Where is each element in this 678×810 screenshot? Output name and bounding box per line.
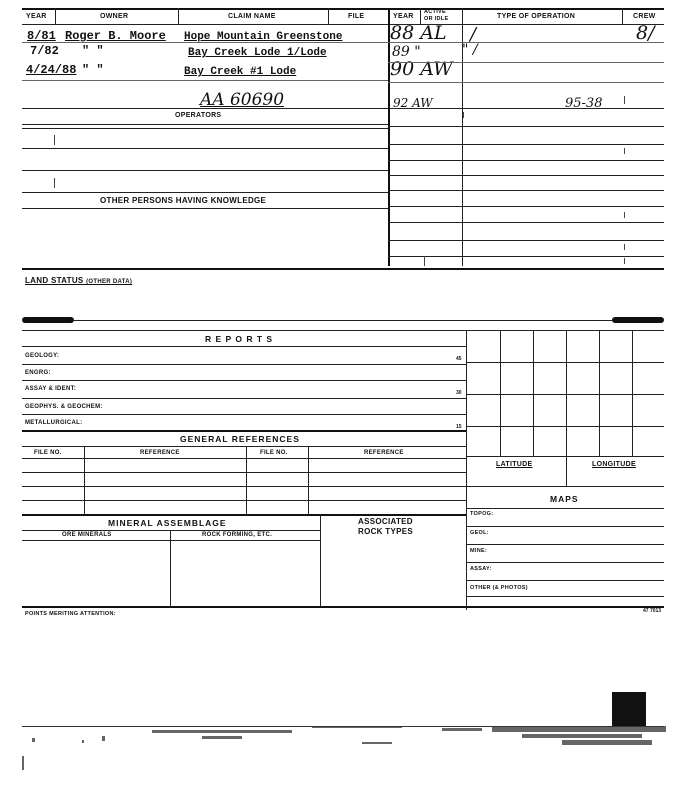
maps-title: MAPS	[550, 494, 579, 504]
handwritten-operation-ditto: " /	[462, 42, 478, 58]
handwritten-year-3: 90 AW	[390, 58, 453, 80]
operators-label: OPERATORS	[175, 112, 222, 119]
grid-line	[500, 330, 501, 456]
references-line	[22, 446, 466, 447]
report-assay: ASSAY & IDENT:	[25, 386, 77, 392]
header-file: FILE	[348, 13, 365, 20]
handwritten-year-2: 89 "	[392, 44, 421, 60]
tick-mark	[624, 244, 625, 250]
report-geophys: GEOPHYS. & GEOCHEM:	[25, 404, 103, 410]
tick-mark	[624, 258, 625, 264]
reports-line	[22, 346, 466, 347]
grid-line	[632, 330, 633, 456]
map-topog: TOPOG:	[470, 511, 494, 517]
operators-row-line	[22, 208, 388, 209]
year-row-line	[388, 222, 664, 223]
reports-row-line	[22, 414, 466, 415]
header-owner: OWNER	[100, 13, 129, 20]
points-meriting-attention: POINTS MERITING ATTENTION:	[25, 611, 116, 617]
year-row-line	[388, 62, 664, 63]
year-row-line	[388, 240, 664, 241]
reports-title: R E P O R T S	[205, 334, 274, 344]
maps-line	[466, 544, 664, 545]
owner-row-1-claim: Hope Mountain Greenstone	[184, 31, 343, 43]
header-type-of-operation: TYPE OF OPERATION	[497, 13, 576, 20]
references-bottom-line	[22, 514, 466, 516]
maps-line	[466, 596, 664, 597]
other-persons-label: OTHER PERSONS HAVING KNOWLEDGE	[100, 196, 267, 205]
section-divider	[22, 268, 664, 270]
tick-mark	[624, 212, 625, 218]
year-row-line	[388, 126, 664, 127]
reports-top-line	[22, 330, 664, 331]
handwritten-year-4: 92 AW	[393, 96, 433, 110]
tick-mark	[463, 112, 464, 118]
handwritten-operation-mark: /	[470, 24, 477, 45]
maps-line	[466, 526, 664, 527]
map-assay: ASSAY:	[470, 566, 492, 572]
tick-mark	[54, 178, 55, 188]
ref-reference-1: REFERENCE	[140, 450, 180, 456]
tick-mark	[424, 256, 425, 266]
owner-row-3-name: " "	[82, 63, 104, 77]
longitude-label: LONGITUDE	[592, 461, 636, 468]
year-row-line	[388, 160, 664, 161]
land-status-label: LAND STATUS (OTHER DATA)	[25, 276, 133, 285]
year-row-line	[388, 144, 664, 145]
reports-row-line	[22, 364, 466, 365]
grid-line	[566, 330, 567, 486]
mineral-divider	[170, 530, 171, 606]
report-metallurgical: METALLURGICAL:	[25, 420, 83, 426]
header-crew: CREW	[633, 13, 656, 20]
mineral-bottom-line	[22, 606, 664, 608]
header-active-idle-1: ACTIVE	[424, 9, 446, 15]
latitude-label: LATITUDE	[496, 461, 533, 468]
ore-minerals-label: ORE MINERALS	[62, 532, 112, 538]
reports-right-divider	[466, 330, 467, 610]
grid-line	[466, 426, 664, 427]
operators-row-line	[22, 108, 388, 109]
grid-line	[533, 330, 534, 456]
maps-line	[466, 508, 664, 509]
ref-file-no-1: FILE NO.	[34, 450, 62, 456]
owner-row-1-name: Roger B. Moore	[65, 29, 166, 43]
owner-row-2-claim: Bay Creek Lode 1/Lode	[188, 47, 327, 59]
references-line	[22, 458, 466, 459]
year-row-line	[388, 82, 664, 83]
mineral-line	[22, 540, 320, 541]
tick-mark	[54, 135, 55, 145]
references-line	[22, 500, 466, 501]
header-bottom-line	[22, 24, 664, 25]
mineral-divider	[320, 514, 321, 606]
owner-row-3-date: 4/24/88	[26, 63, 77, 77]
grid-line	[466, 394, 664, 395]
scan-noise	[22, 720, 666, 772]
reports-row-line	[22, 380, 466, 381]
operators-row-line	[22, 128, 388, 129]
header-year-2: YEAR	[393, 13, 414, 20]
report-num-45: 45	[456, 356, 462, 362]
report-geology: GEOLOGY:	[25, 353, 60, 359]
grid-line	[466, 486, 664, 487]
maps-line	[466, 562, 664, 563]
year-row-line	[388, 206, 664, 207]
operators-row-line	[22, 148, 388, 149]
handwritten-operation-code: 95-38	[565, 96, 603, 111]
owner-row-1-date: 8/81	[27, 29, 56, 43]
year-row-line	[388, 108, 664, 109]
tick-mark	[624, 96, 625, 104]
owner-row-2-name: " "	[82, 44, 104, 58]
tick-mark	[624, 148, 625, 154]
rock-forming-label: ROCK FORMING, ETC.	[202, 532, 273, 538]
mineral-assemblage-title: MINERAL ASSEMBLAGE	[108, 518, 227, 528]
form-number: 47 7013	[643, 608, 662, 614]
references-line	[22, 472, 466, 473]
operators-row-line	[22, 124, 388, 125]
header-active-idle-2: OR IDLE	[424, 16, 449, 22]
header-divider	[55, 8, 56, 24]
handwritten-year-1: 88 AL	[390, 22, 447, 44]
year-row-line	[388, 175, 664, 176]
header-claim-name: CLAIM NAME	[228, 13, 276, 20]
handwritten-crew-mark: 8/	[636, 22, 655, 44]
owner-row-line	[22, 80, 388, 81]
references-divider	[84, 446, 85, 514]
main-vertical-divider	[388, 8, 390, 266]
header-divider	[178, 8, 179, 24]
ink-smudge	[612, 317, 664, 323]
mineral-line	[22, 530, 320, 531]
owner-row-3-claim: Bay Creek #1 Lode	[184, 66, 297, 78]
owner-row-line	[22, 42, 388, 43]
year-row-line	[388, 42, 664, 43]
grid-line	[466, 456, 664, 457]
header-year: YEAR	[26, 13, 47, 20]
year-row-line	[388, 256, 664, 257]
owner-row-2-date: 7/82	[30, 44, 59, 58]
associated-rock-types-2: ROCK TYPES	[358, 527, 414, 536]
reports-row-line	[22, 398, 466, 399]
land-status-line	[74, 320, 612, 321]
map-mine: MINE:	[470, 548, 488, 554]
map-other: OTHER (& PHOTOS)	[470, 585, 528, 591]
header-divider	[622, 8, 623, 24]
report-num-30: 30	[456, 390, 462, 396]
year-row-line	[388, 190, 664, 191]
operators-row-line	[22, 192, 388, 193]
header-divider	[328, 8, 329, 24]
references-line	[22, 486, 466, 487]
grid-line	[466, 362, 664, 363]
grid-line	[599, 330, 600, 456]
operators-row-line	[22, 170, 388, 171]
report-num-15: 15	[456, 424, 462, 430]
general-references-title: GENERAL REFERENCES	[180, 434, 300, 444]
maps-line	[466, 580, 664, 581]
top-border	[22, 8, 664, 10]
ref-reference-2: REFERENCE	[364, 450, 404, 456]
report-engrg: ENGRG:	[25, 370, 51, 376]
references-divider	[308, 446, 309, 514]
map-geol: GEOL:	[470, 530, 489, 536]
handwritten-claim-number: AA 60690	[200, 90, 285, 110]
references-divider	[246, 446, 247, 514]
reports-row-line	[22, 430, 466, 432]
ref-file-no-2: FILE NO.	[260, 450, 288, 456]
associated-rock-types-1: ASSOCIATED	[358, 517, 413, 526]
ink-smudge	[22, 317, 74, 323]
